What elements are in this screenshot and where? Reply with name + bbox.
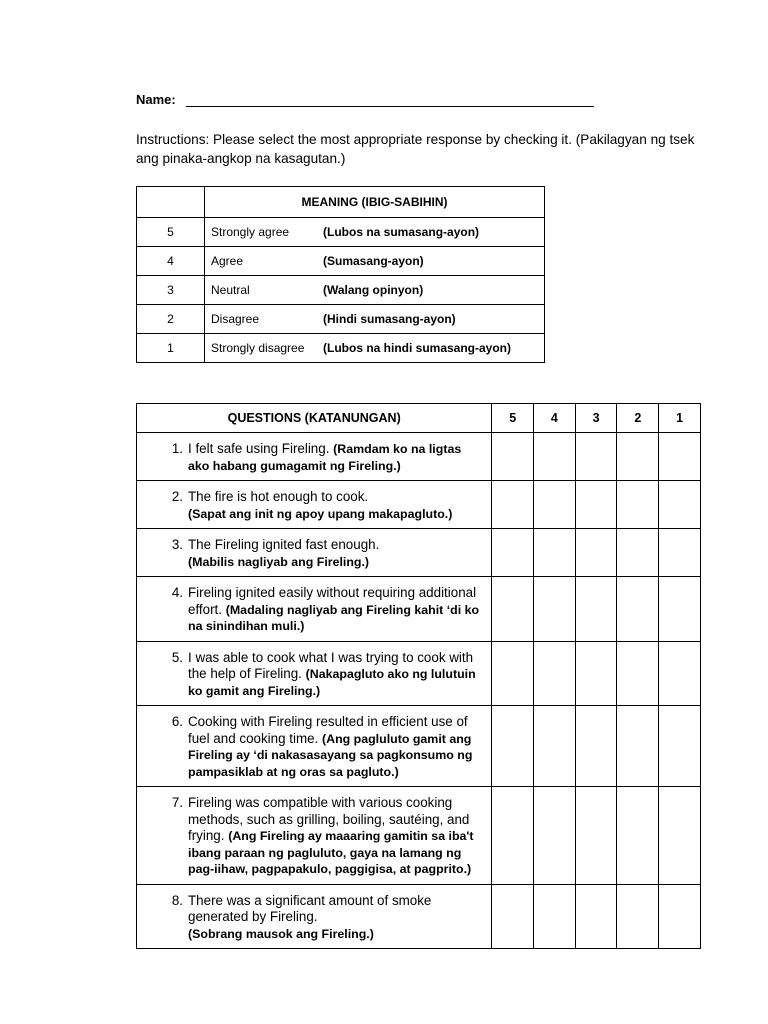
question-tagalog: (Ang Fireling ay maaaring gamitin sa iba't ibang paraan ng pagluluto, gaya na lamang ng pag-iihaw, pagpapakulo, paggigisa, at pagprito.) <box>188 829 474 876</box>
meaning-english: Disagree <box>211 312 260 326</box>
scale-value: 4 <box>137 247 205 276</box>
scale-header-meaning: MEANING (IBIG-SABIHIN) <box>205 187 545 218</box>
question-cell <box>137 787 492 885</box>
question-row <box>137 787 701 885</box>
question-tagalog: (Mabilis nagliyab ang Fireling.) <box>188 554 370 569</box>
rating-checkbox-5[interactable] <box>492 577 534 642</box>
question-number: 2. <box>171 489 183 504</box>
rating-checkbox-2[interactable] <box>617 577 659 642</box>
question-tagalog: (Madaling nagliyab ang Fireling kahit ‘di ko na sinindihan muli.) <box>188 602 480 633</box>
scale-row <box>137 247 545 276</box>
rating-checkbox-4[interactable] <box>534 529 576 577</box>
scale-value: 2 <box>137 305 205 334</box>
scale-row <box>137 305 545 334</box>
question-cell <box>137 884 492 949</box>
scale-value: 5 <box>137 218 205 247</box>
rating-checkbox-4[interactable] <box>534 884 576 949</box>
rating-checkbox-1[interactable] <box>659 577 701 642</box>
question-row <box>137 481 701 529</box>
rating-checkbox-5[interactable] <box>492 641 534 706</box>
scale-header-blank <box>137 187 205 218</box>
question-english: The Fireling ignited fast enough. <box>188 537 380 552</box>
rating-checkbox-3[interactable] <box>575 884 617 949</box>
scale-value: 1 <box>137 334 205 363</box>
scale-row <box>137 218 545 247</box>
question-english: I felt safe using Fireling. <box>188 441 330 456</box>
question-tagalog: (Ramdam ko na ligtas ako habang gumagamit ng Fireling.) <box>188 442 462 473</box>
rating-checkbox-2[interactable] <box>617 706 659 787</box>
question-tagalog: (Ang pagluluto gamit ang Fireling ay ‘di nakasasayang sa pagkonsumo ng pampasiklab at ng oras sa pagluto.) <box>188 731 473 779</box>
question-english: Fireling was compatible with various cooking methods, such as grilling, boiling, sautéing, and frying. <box>188 795 470 843</box>
rating-checkbox-3[interactable] <box>575 706 617 787</box>
meaning-tagalog: (Lubos na sumasang-ayon) <box>323 225 480 239</box>
question-row <box>137 529 701 577</box>
scale-meaning <box>205 334 545 363</box>
question-number: 6. <box>171 714 183 729</box>
rating-checkbox-5[interactable] <box>492 481 534 529</box>
rating-checkbox-2[interactable] <box>617 787 659 885</box>
rating-checkbox-4[interactable] <box>534 481 576 529</box>
scale-row <box>137 334 545 363</box>
rating-checkbox-3[interactable] <box>575 529 617 577</box>
question-tagalog: (Sobrang mausok ang Fireling.) <box>188 926 374 941</box>
scale-meaning <box>205 247 545 276</box>
question-number: 4. <box>171 585 183 600</box>
question-tagalog: (Nakapagluto ako ng lulutuin ko gamit ang Fireling.) <box>188 667 476 698</box>
question-cell <box>137 577 492 642</box>
rating-checkbox-5[interactable] <box>492 884 534 949</box>
rating-checkbox-1[interactable] <box>659 706 701 787</box>
rating-checkbox-5[interactable] <box>492 529 534 577</box>
meaning-tagalog: (Hindi sumasang-ayon) <box>323 312 456 326</box>
question-row <box>137 641 701 706</box>
rating-checkbox-5[interactable] <box>492 787 534 885</box>
question-english: Cooking with Fireling resulted in efficient use of fuel and cooking time. <box>188 714 468 746</box>
rating-checkbox-4[interactable] <box>534 577 576 642</box>
meaning-english: Strongly agree <box>211 225 290 239</box>
rating-checkbox-4[interactable] <box>534 787 576 885</box>
questions-table <box>136 403 701 949</box>
name-input-line[interactable] <box>186 92 594 107</box>
rating-checkbox-2[interactable] <box>617 481 659 529</box>
name-row <box>136 92 594 107</box>
meaning-tagalog: (Lubos na hindi sumasang-ayon) <box>323 341 512 355</box>
rating-checkbox-3[interactable] <box>575 641 617 706</box>
question-number: 1. <box>171 441 183 456</box>
scale-row <box>137 276 545 305</box>
rating-checkbox-4[interactable] <box>534 641 576 706</box>
rating-checkbox-5[interactable] <box>492 433 534 481</box>
question-cell <box>137 641 492 706</box>
rating-checkbox-1[interactable] <box>659 433 701 481</box>
rating-checkbox-2[interactable] <box>617 433 659 481</box>
question-english: I was able to cook what I was trying to cook with the help of Fireling. <box>188 649 474 681</box>
question-cell <box>137 706 492 787</box>
name-label: Name: <box>136 92 176 107</box>
rating-header-4: 4 <box>534 404 576 433</box>
question-row <box>137 433 701 481</box>
rating-checkbox-2[interactable] <box>617 884 659 949</box>
meaning-tagalog: (Walang opinyon) <box>323 283 424 297</box>
question-row <box>137 884 701 949</box>
question-english: The fire is hot enough to cook. <box>188 489 369 504</box>
questions-header: QUESTIONS (KATANUNGAN) <box>137 404 492 433</box>
meaning-english: Neutral <box>211 283 250 297</box>
scale-meaning <box>205 218 545 247</box>
rating-checkbox-1[interactable] <box>659 529 701 577</box>
scale-meaning <box>205 276 545 305</box>
rating-checkbox-1[interactable] <box>659 787 701 885</box>
meaning-tagalog: (Sumasang-ayon) <box>323 254 424 268</box>
question-tagalog: (Sapat ang init ng apoy upang makapagluto.) <box>188 506 453 521</box>
rating-checkbox-2[interactable] <box>617 641 659 706</box>
rating-header-1: 1 <box>659 404 701 433</box>
question-english: Fireling ignited easily without requiring additional effort. <box>188 585 477 617</box>
question-cell <box>137 433 492 481</box>
question-cell <box>137 529 492 577</box>
rating-checkbox-3[interactable] <box>575 577 617 642</box>
rating-header-5: 5 <box>492 404 534 433</box>
rating-header-3: 3 <box>575 404 617 433</box>
rating-checkbox-4[interactable] <box>534 706 576 787</box>
question-row <box>137 577 701 642</box>
rating-checkbox-3[interactable] <box>575 481 617 529</box>
question-number: 8. <box>171 892 183 908</box>
meaning-english: Strongly disagree <box>211 341 305 355</box>
instructions: Instructions: Please select the most appropriate response by checking it. (Pakilagyan ng tsek ang pinaka-angkop na kasagutan.) <box>136 132 695 166</box>
rating-checkbox-3[interactable] <box>575 787 617 885</box>
rating-checkbox-2[interactable] <box>617 529 659 577</box>
scale-value: 3 <box>137 276 205 305</box>
question-cell <box>137 481 492 529</box>
scale-meaning <box>205 305 545 334</box>
question-english: There was a significant amount of smoke generated by Fireling. <box>188 892 432 924</box>
rating-checkbox-5[interactable] <box>492 706 534 787</box>
scale-table <box>136 186 545 363</box>
rating-checkbox-1[interactable] <box>659 641 701 706</box>
question-number: 5. <box>171 649 183 665</box>
rating-checkbox-4[interactable] <box>534 433 576 481</box>
meaning-english: Agree <box>211 254 244 268</box>
question-number: 7. <box>171 795 183 810</box>
rating-header-2: 2 <box>617 404 659 433</box>
rating-checkbox-1[interactable] <box>659 481 701 529</box>
question-number: 3. <box>171 537 183 552</box>
question-row <box>137 706 701 787</box>
rating-checkbox-3[interactable] <box>575 433 617 481</box>
rating-checkbox-1[interactable] <box>659 884 701 949</box>
